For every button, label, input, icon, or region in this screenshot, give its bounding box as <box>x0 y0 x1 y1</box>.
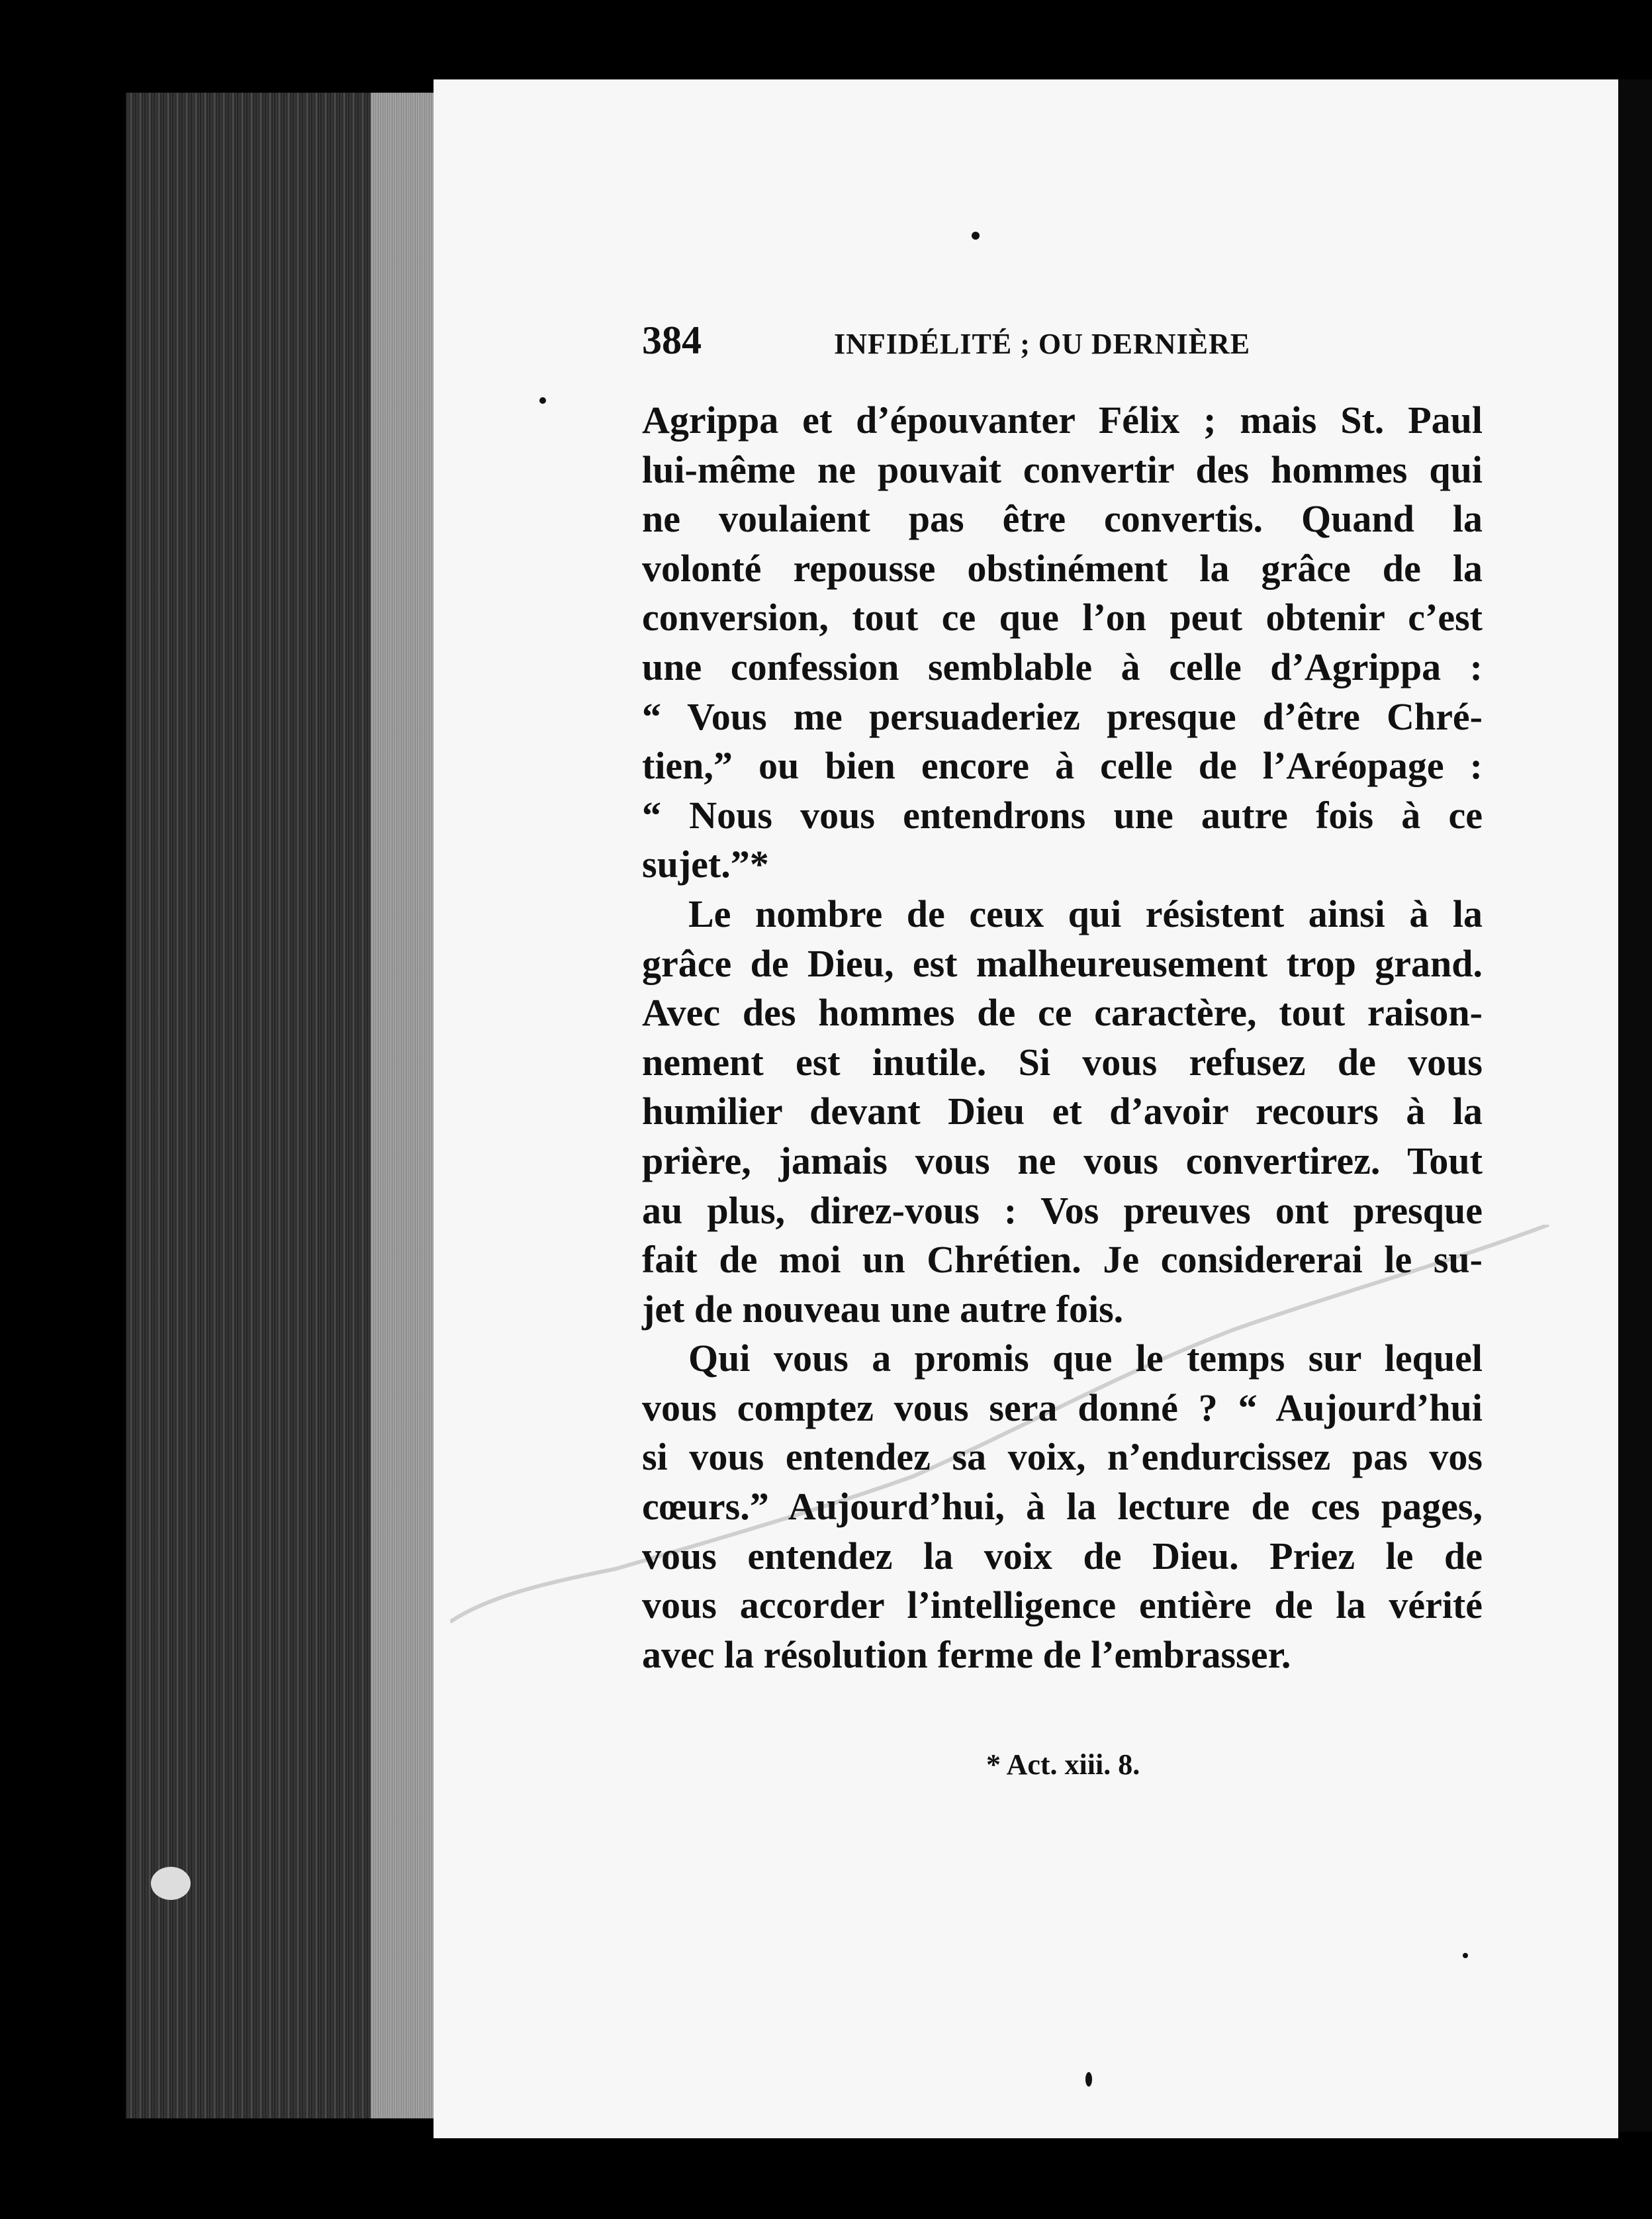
text-line: vous accorder l’intelligence entière de la vérité <box>642 1583 1483 1627</box>
text-line: nement est inutile. Si vous refusez de vous <box>642 1040 1483 1084</box>
text-line: Avec des hommes de ce caractère, tout raison- <box>642 991 1483 1035</box>
page-blemish <box>151 1867 191 1900</box>
text-line: Qui vous a promis que le temps sur lequel <box>688 1337 1483 1380</box>
text-line: Le nombre de ceux qui résistent ainsi à la <box>688 892 1483 935</box>
text-line: grâce de Dieu, est malheureusement trop grand. <box>642 941 1483 985</box>
ink-speck <box>539 397 546 404</box>
text-line: jet de nouveau une autre fois. <box>642 1287 1124 1331</box>
text-line: si vous entendez sa voix, n’endurcissez pas vos <box>642 1435 1483 1479</box>
text-line: tien,” ou bien encore à celle de l’Aréopage : <box>642 744 1483 788</box>
text-line: une confession semblable à celle d’Agrippa : <box>642 645 1483 688</box>
ink-speck <box>1463 1953 1468 1958</box>
text-line: vous comptez vous sera donné ? “ Aujourd’hui <box>642 1386 1483 1429</box>
running-head-title: INFIDÉLITÉ ; OU DERNIÈRE <box>834 328 1251 360</box>
text-line: lui-même ne pouvait convertir des hommes qui <box>642 448 1483 491</box>
text-line: avec la résolution ferme de l’embrasser. <box>642 1632 1291 1676</box>
text-line: fait de moi un Chrétien. Je considererai le su- <box>642 1238 1483 1282</box>
text-line: prière, jamais vous ne vous convertirez. Tout <box>642 1139 1483 1182</box>
text-line: conversion, tout ce que l’on peut obtenir c’est <box>642 596 1483 639</box>
text-line: sujet.”* <box>642 843 769 886</box>
ink-speck <box>972 232 980 240</box>
body-text <box>642 396 1483 1679</box>
text-line: vous entendez la voix de Dieu. Priez le de <box>642 1534 1483 1578</box>
text-line: ne voulaient pas être convertis. Quand la <box>642 497 1483 541</box>
text-line: cœurs.” Aujourd’hui, à la lecture de ces pages, <box>642 1485 1483 1529</box>
book-page-edge-highlight <box>371 93 437 2118</box>
text-line: “ Vous me persuaderiez presque d’être Chré- <box>642 694 1483 738</box>
footnote: * Act. xiii. 8. <box>986 1748 1140 1781</box>
adjacent-page-edge <box>1615 79 1652 2132</box>
text-line: volonté repousse obstinément la grâce de la <box>642 546 1483 590</box>
text-line: “ Nous vous entendrons une autre fois à ce <box>642 793 1483 837</box>
text-line: au plus, direz-vous : Vos preuves ont presque <box>642 1188 1483 1232</box>
text-line: Agrippa et d’épouvanter Félix ; mais St. Paul <box>642 399 1483 442</box>
running-head <box>642 318 1337 364</box>
ink-speck <box>1085 2072 1092 2087</box>
page-number: 384 <box>642 318 702 362</box>
text-line: humilier devant Dieu et d’avoir recours à la <box>642 1090 1483 1133</box>
